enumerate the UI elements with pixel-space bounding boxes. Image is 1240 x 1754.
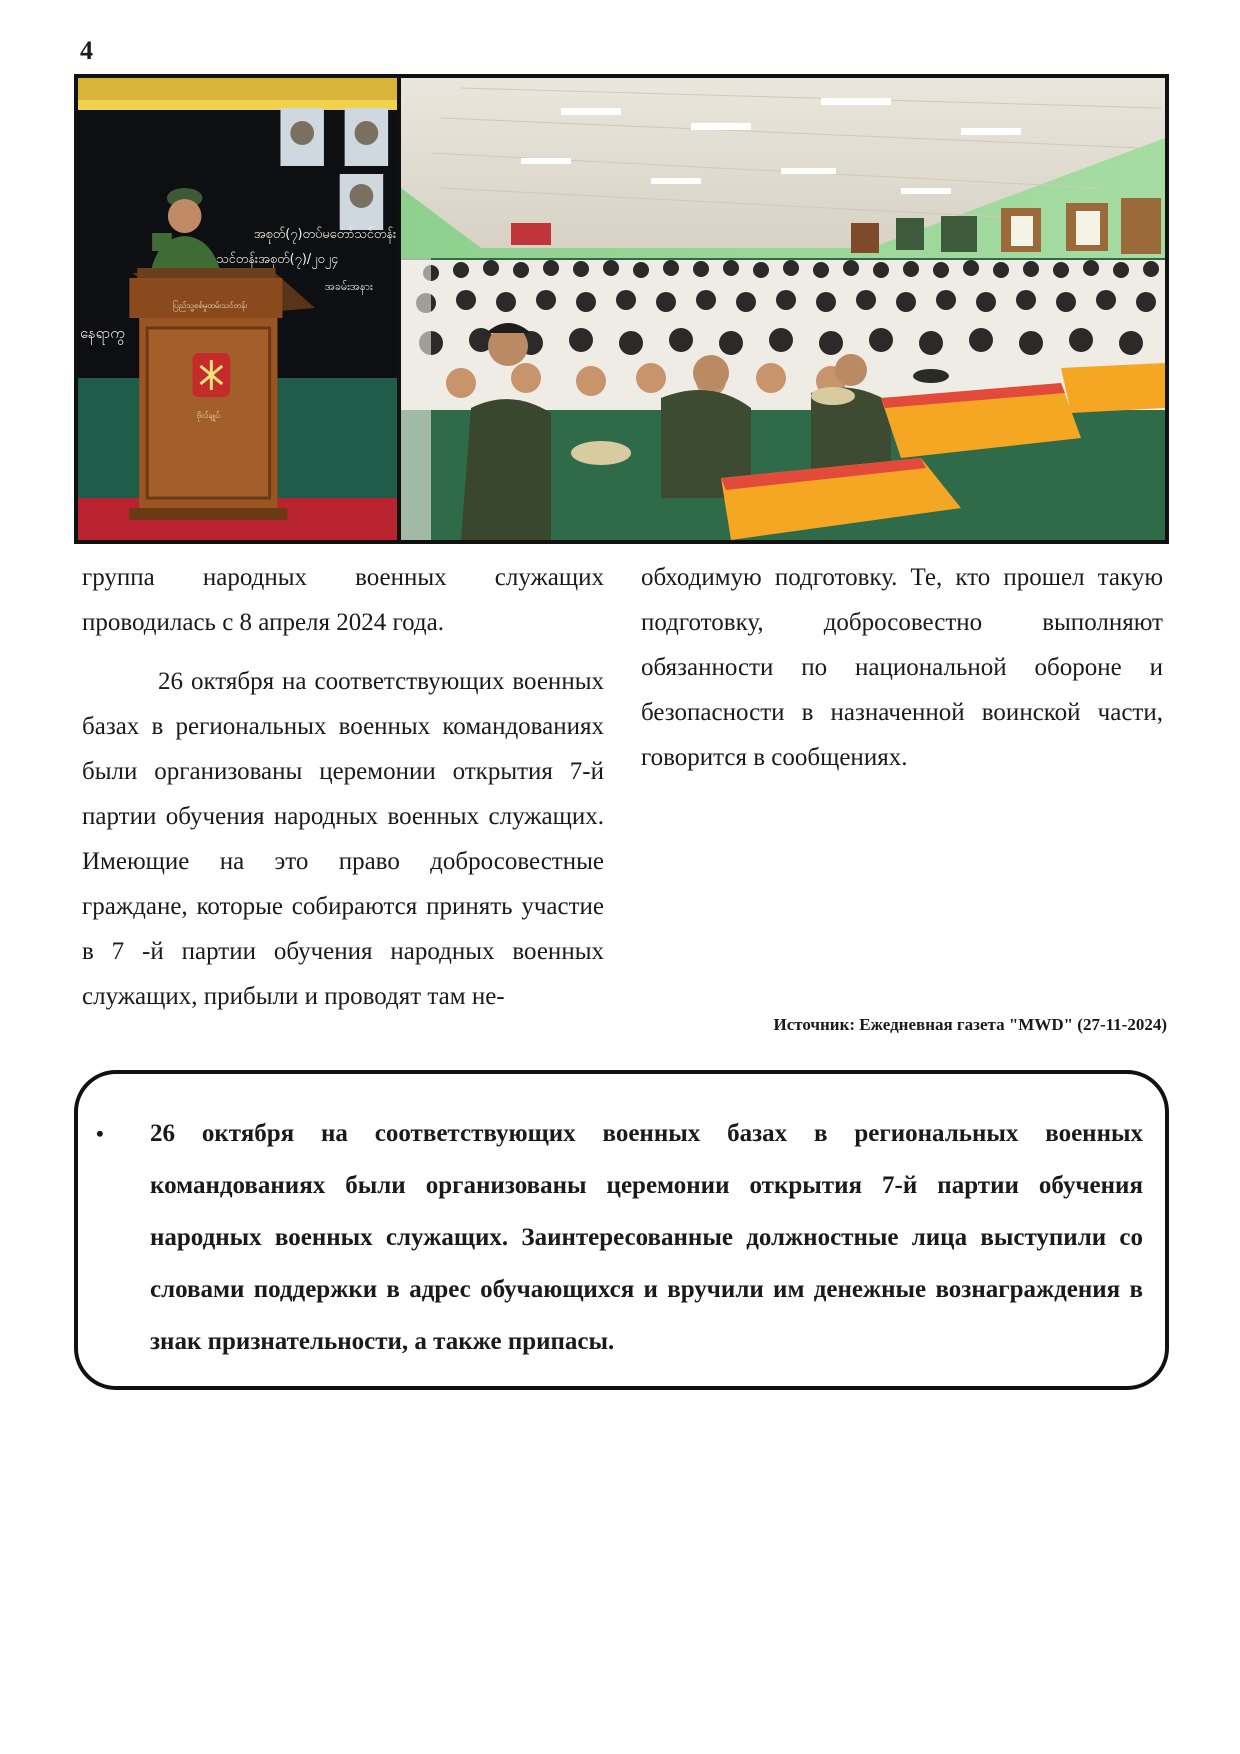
banner-side-text: နေရာကွ xyxy=(79,323,125,343)
banner-line-1: အစုတ်(၇)တပ်မတော်သင်တန်း xyxy=(253,226,397,243)
photo-speaker-at-podium xyxy=(78,78,401,540)
summary-box xyxy=(74,1070,1169,1390)
bullet-icon: • xyxy=(96,1121,104,1146)
hall-photo-illustration xyxy=(401,78,1165,540)
source-citation: Источник: Ежедневная газета "MWD" (27-11-2024) xyxy=(773,1015,1167,1034)
speaker-photo-illustration xyxy=(78,78,397,540)
article-paragraph-1: группа народных военных служащих проводилась с 8 апреля 2024 года. xyxy=(82,564,604,636)
article-column-left xyxy=(82,555,604,1019)
summary-list xyxy=(96,1108,1143,1368)
article-paragraph-3: обходимую подготовку. Те, кто прошел такую подготовку, добросовестно выполняют обязанности по национальной обороне и безопасности в назначенной воинской части, говорится в сообщениях. xyxy=(641,564,1163,771)
podium-footer: ဗိုလ်ချုပ် xyxy=(196,410,220,421)
article-column-right xyxy=(641,555,1163,780)
article-paragraph-2: 26 октября на соответствующих военных базах в региональных военных командованиях были организованы церемонии открытия 7-й партии обучения народных военных служащих. Имеющие на это право добросовестные граждане, которые собираются принять участие в 7 -й партии обучения народных военных служащих, прибыли и проводят там не- xyxy=(82,668,604,1010)
photo-strip xyxy=(74,74,1169,544)
summary-item xyxy=(96,1108,1143,1368)
podium-caption: ပြည်သူ့စစ်မှုထမ်းသင်တန်း xyxy=(172,300,248,311)
banner-line-2: သင်တန်းအစုတ်(၇)/၂၀၂၄ xyxy=(216,251,339,268)
page-number: 4 xyxy=(80,36,93,65)
photo-trainees-in-hall xyxy=(401,78,1165,540)
summary-text: 26 октября на соответствующих военных базах в региональных военных командованиях были организованы церемонии открытия 7-й партии обучения народных военных служащих. Заинтересованные должностные лица выступили со словами поддержки в адрес обучающихся и вручили им денежные вознаграждения в знак признательности, а также припасы. xyxy=(150,1120,1143,1355)
banner-line-3: အခမ်းအနား xyxy=(324,279,373,294)
